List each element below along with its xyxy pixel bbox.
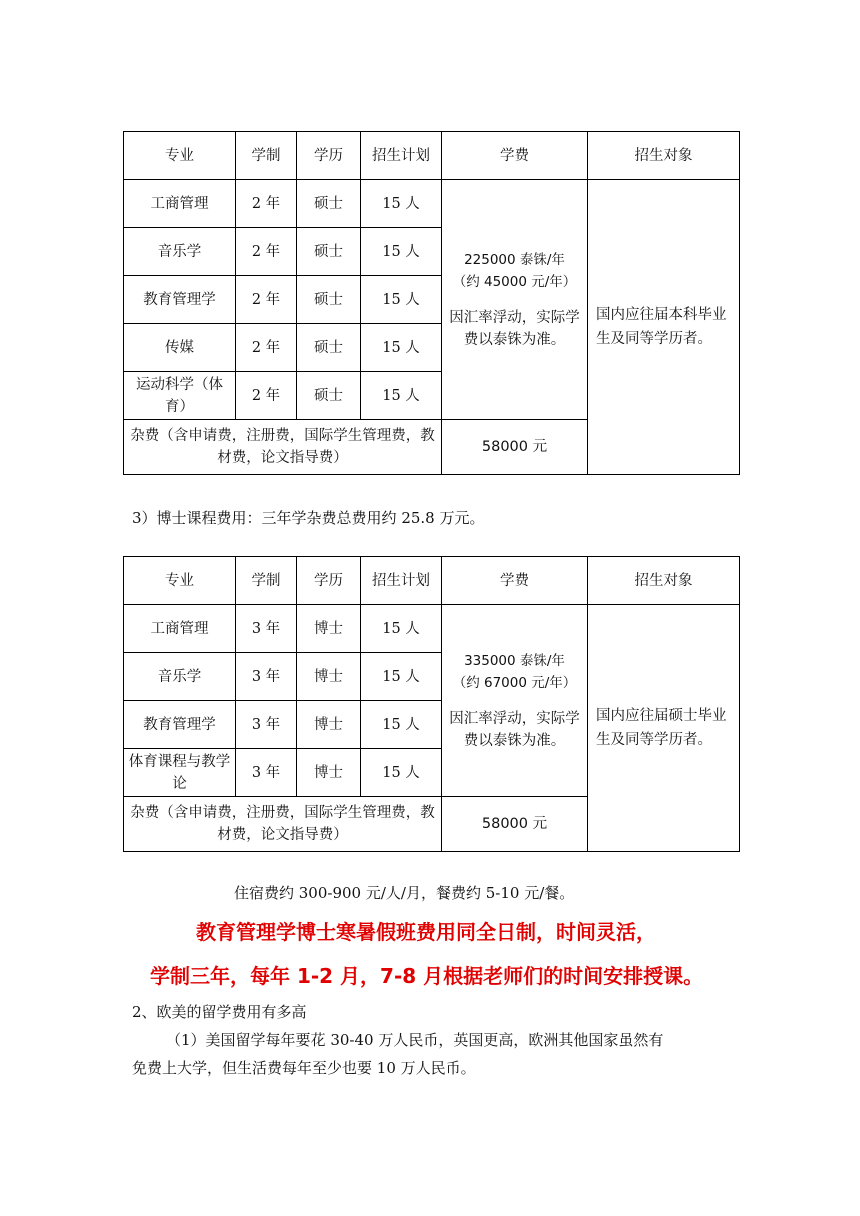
header-target: 招生对象 <box>588 132 740 180</box>
major-cell: 教育管理学 <box>124 276 236 324</box>
header-plan: 招生计划 <box>361 557 442 605</box>
major-cell: 体育课程与教学论 <box>124 749 236 797</box>
highlight-line-2: 学制三年，每年 1-2 月，7-8 月根据老师们的时间安排授课。 <box>150 964 704 988</box>
plan-cell: 15 人 <box>361 749 442 797</box>
table-row <box>124 605 740 653</box>
duration-cell: 2 年 <box>236 276 297 324</box>
header-major: 专业 <box>124 132 236 180</box>
tuition-note: 因汇率浮动，实际学费以泰铢为准。 <box>449 710 580 749</box>
misc-fee-value: 58000 元 <box>442 797 588 852</box>
misc-fee-label: 杂费（含申请费，注册费，国际学生管理费，教材费，论文指导费） <box>124 797 442 852</box>
plan-cell: 15 人 <box>361 701 442 749</box>
major-cell: 音乐学 <box>124 653 236 701</box>
major-cell: 传媒 <box>124 324 236 372</box>
header-target: 招生对象 <box>588 557 740 605</box>
header-duration: 学制 <box>236 132 297 180</box>
duration-cell: 3 年 <box>236 701 297 749</box>
table-row <box>124 180 740 228</box>
tuition-cell <box>442 180 588 420</box>
header-duration: 学制 <box>236 557 297 605</box>
degree-cell: 硕士 <box>297 228 361 276</box>
header-degree: 学历 <box>297 132 361 180</box>
target-cell: 国内应往届硕士毕业生及同等学历者。 <box>588 605 740 852</box>
duration-cell: 2 年 <box>236 180 297 228</box>
tuition-thb: 225000 泰铢/年 <box>464 251 565 268</box>
phd-heading: 3）博士课程费用：三年学杂费总费用约 25.8 万元。 <box>132 509 485 527</box>
tuition-cny: （约 45000 元/年） <box>452 273 577 290</box>
degree-cell: 硕士 <box>297 276 361 324</box>
tuition-thb: 335000 泰铢/年 <box>464 652 565 669</box>
major-cell: 运动科学（体育） <box>124 372 236 420</box>
plan-cell: 15 人 <box>361 228 442 276</box>
degree-cell: 硕士 <box>297 180 361 228</box>
section-title: 2、欧美的留学费用有多高 <box>132 1003 307 1021</box>
major-cell: 教育管理学 <box>124 701 236 749</box>
phd-fee-table <box>123 556 740 852</box>
accommodation-note: 住宿费约 300-900 元/人/月，餐费约 5-10 元/餐。 <box>234 884 575 902</box>
degree-cell: 博士 <box>297 653 361 701</box>
header-degree: 学历 <box>297 557 361 605</box>
misc-fee-label: 杂费（含申请费，注册费，国际学生管理费，教材费，论文指导费） <box>124 420 442 475</box>
header-plan: 招生计划 <box>361 132 442 180</box>
header-tuition: 学费 <box>442 557 588 605</box>
highlight-line-1: 教育管理学博士寒暑假班费用同全日制，时间灵活， <box>196 920 656 944</box>
plan-cell: 15 人 <box>361 276 442 324</box>
paragraph-line-2: 免费上大学，但生活费每年至少也要 10 万人民币。 <box>132 1059 476 1077</box>
duration-cell: 2 年 <box>236 372 297 420</box>
tuition-note: 因汇率浮动，实际学费以泰铢为准。 <box>449 309 580 348</box>
masters-fee-table <box>123 131 740 475</box>
major-cell: 工商管理 <box>124 180 236 228</box>
major-cell: 工商管理 <box>124 605 236 653</box>
tuition-cny: （约 67000 元/年） <box>452 674 577 691</box>
plan-cell: 15 人 <box>361 605 442 653</box>
duration-cell: 3 年 <box>236 653 297 701</box>
duration-cell: 2 年 <box>236 324 297 372</box>
header-major: 专业 <box>124 557 236 605</box>
tuition-cell <box>442 605 588 797</box>
header-tuition: 学费 <box>442 132 588 180</box>
plan-cell: 15 人 <box>361 372 442 420</box>
paragraph-line-1: （1）美国留学每年要花 30-40 万人民币，英国更高，欧洲其他国家虽然有 <box>166 1031 664 1049</box>
target-cell: 国内应往届本科毕业生及同等学历者。 <box>588 180 740 475</box>
degree-cell: 硕士 <box>297 324 361 372</box>
duration-cell: 3 年 <box>236 749 297 797</box>
major-cell: 音乐学 <box>124 228 236 276</box>
plan-cell: 15 人 <box>361 653 442 701</box>
duration-cell: 2 年 <box>236 228 297 276</box>
degree-cell: 硕士 <box>297 372 361 420</box>
plan-cell: 15 人 <box>361 180 442 228</box>
table-header-row <box>124 557 740 605</box>
plan-cell: 15 人 <box>361 324 442 372</box>
degree-cell: 博士 <box>297 749 361 797</box>
degree-cell: 博士 <box>297 701 361 749</box>
table-header-row <box>124 132 740 180</box>
duration-cell: 3 年 <box>236 605 297 653</box>
misc-fee-value: 58000 元 <box>442 420 588 475</box>
degree-cell: 博士 <box>297 605 361 653</box>
